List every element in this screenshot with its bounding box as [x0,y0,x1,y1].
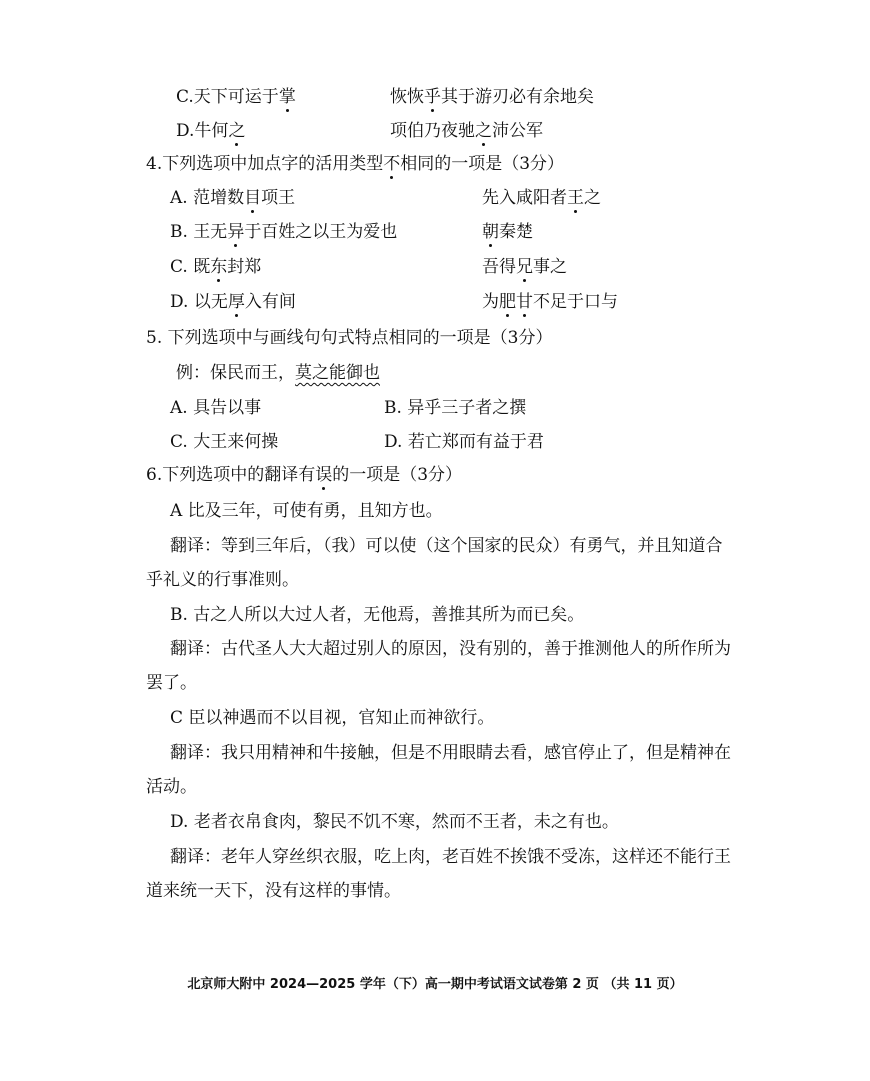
q6-option-a: A 比及三年，可使有勇，且知方也。 [170,501,443,521]
q6-option-a-translation-2: 乎礼义的行事准则。 [146,570,299,590]
q6-option-c: C 臣以神遇而不以目视，官知止而神欲行。 [170,708,495,728]
q6-option-b-translation-1: 翻译：古代圣人大大超过别人的原因，没有别的，善于推测他人的所作所为 [170,639,731,659]
q4-option-c-right: 吾得兄事之 [482,257,567,277]
q4-option-d-right: 为肥甘不足于口与 [482,292,618,312]
q5-option-c: C. 大王来何操 [170,432,279,452]
q6-option-c-translation-1: 翻译：我只用精神和牛接触，但是不用眼睛去看，感官停止了，但是精神在 [170,743,731,763]
q5-option-a: A. 具告以事 [170,398,262,418]
q5-example-underlined: 莫之能御也 [295,363,380,383]
q4-option-b-right: 朝秦楚 [482,222,533,242]
q6-stem: 6.下列选项中的翻译有误的一项是（3分） [146,465,463,485]
q4-stem: 4.下列选项中加点字的活用类型不相同的一项是（3分） [146,154,565,174]
q3-option-d-left: D.牛何之 [176,121,246,141]
q6-option-b-translation-2: 罢了。 [146,673,197,693]
q5-option-d: D. 若亡郑而有益于君 [384,432,544,452]
q4-option-d-left: D. 以无厚入有间 [170,292,296,312]
q5-option-b: B. 异乎三子者之撰 [384,398,527,418]
q3-option-c-left: C.天下可运于掌 [176,87,296,107]
q6-option-d-translation-1: 翻译：老年人穿丝织衣服，吃上肉，老百姓不挨饿不受冻，这样还不能行王 [170,847,731,867]
page-footer: 北京师大附中 2024—2025 学年（下）高一期中考试语文试卷第 2 页 （共 11 页） [187,977,683,992]
q5-stem: 5. 下列选项中与画线句句式特点相同的一项是（3分） [146,328,553,348]
q5-example [176,362,380,384]
q6-option-a-translation-1: 翻译：等到三年后，（我）可以使（这个国家的民众）有勇气，并且知道合 [170,536,723,556]
q5-example-prefix: 例：保民而王， [176,363,295,383]
q3-option-d-right: 项伯乃夜驰之沛公军 [390,121,543,141]
q6-option-d: D. 老者衣帛食肉，黎民不饥不寒，然而不王者，未之有也。 [170,812,619,832]
q4-option-a-right: 先入咸阳者王之 [482,188,601,208]
q4-option-c-left: C. 既东封郑 [170,257,262,277]
q3-option-c-right: 恢恢乎其于游刃必有余地矣 [390,87,594,107]
q6-option-d-translation-2: 道来统一天下，没有这样的事情。 [146,881,401,901]
q4-option-b-left: B. 王无异于百姓之以王为爱也 [170,222,398,242]
q4-option-a-left: A. 范增数目项王 [170,188,296,208]
q6-option-b: B. 古之人所以大过人者，无他焉，善推其所为而已矣。 [170,605,585,625]
q6-option-c-translation-2: 活动。 [146,777,197,797]
